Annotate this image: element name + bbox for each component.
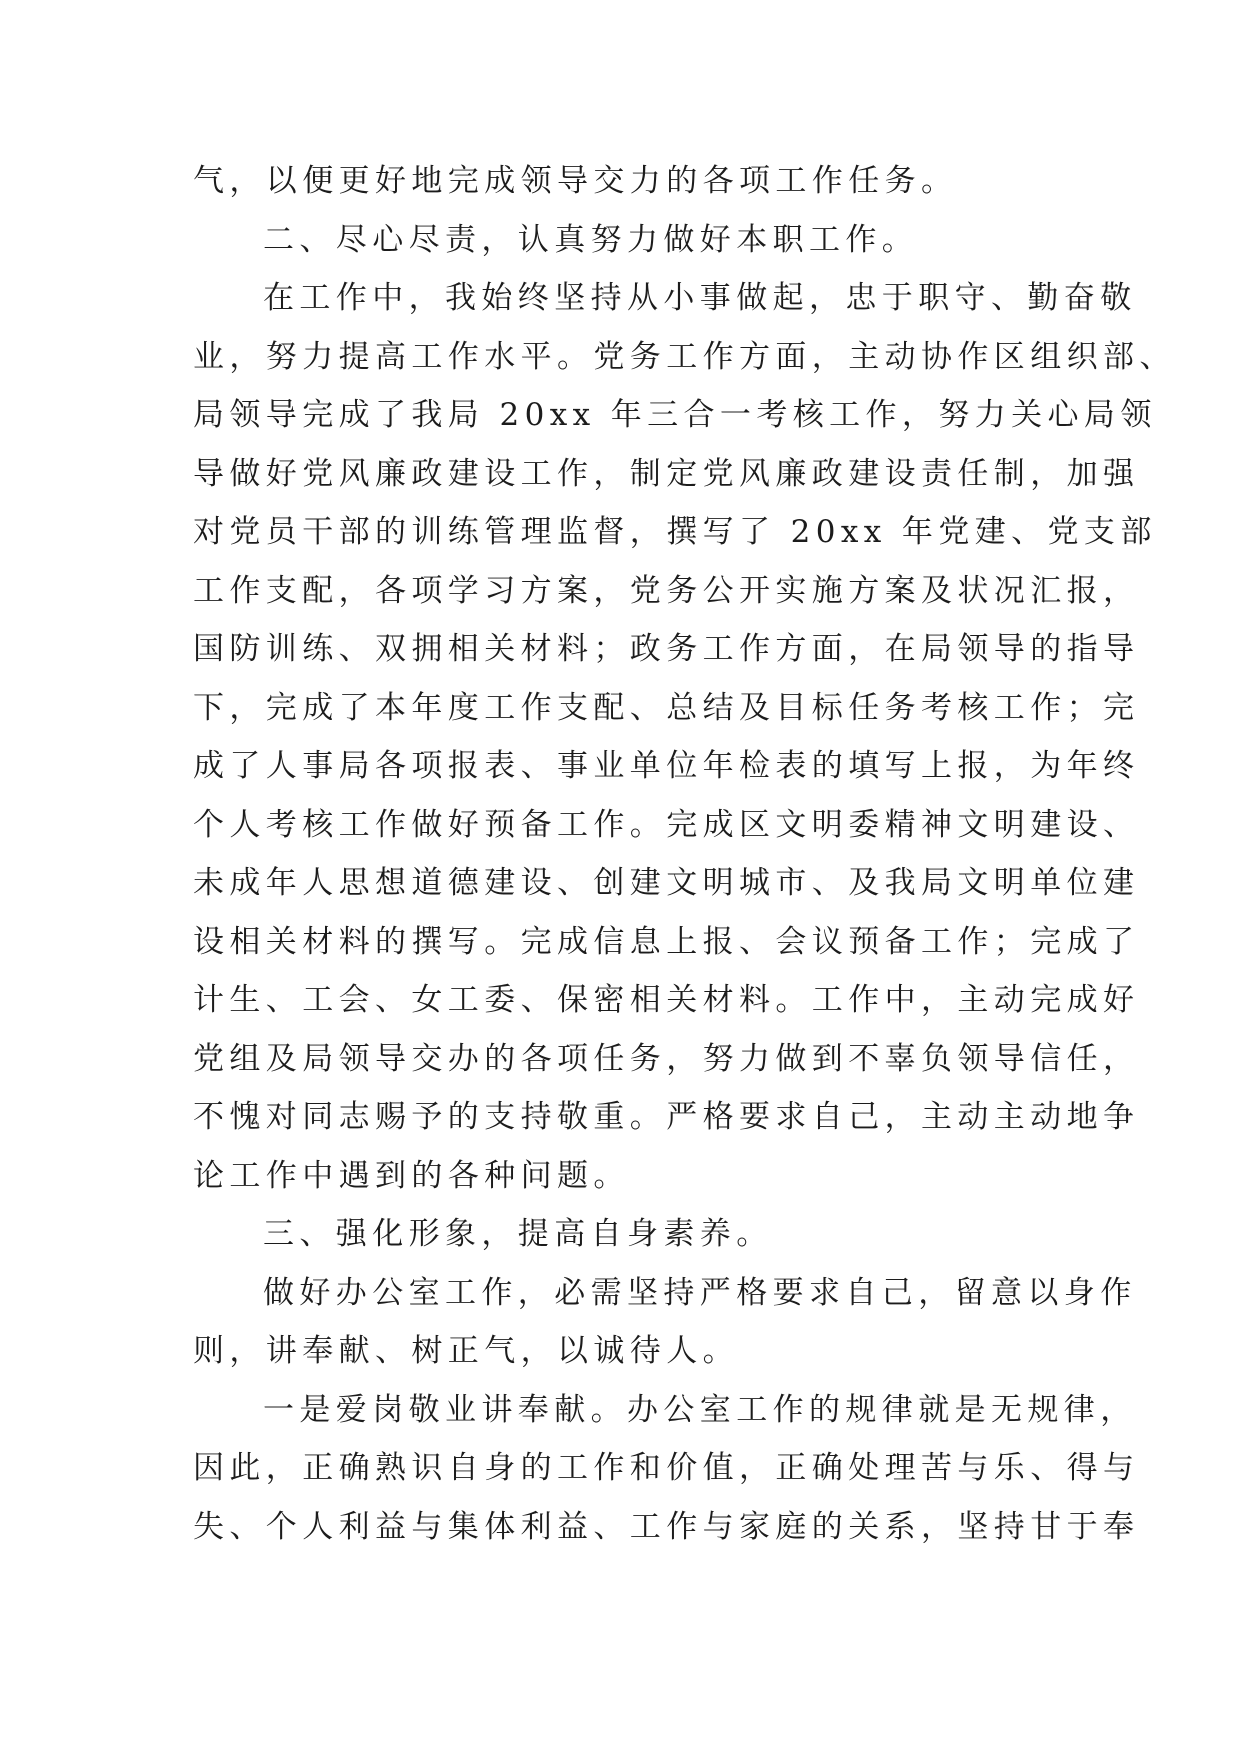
- text-line: 一是爱岗敬业讲奉献。办公室工作的规律就是无规律，: [263, 1391, 1137, 1428]
- text-line: 导做好党风廉政建设工作，制定党风廉政建设责任制，加强: [193, 455, 1140, 492]
- text-line: 业，努力提高工作水平。党务工作方面，主动协作区组织部、: [193, 338, 1176, 375]
- text-line: 成了人事局各项报表、事业单位年检表的填写上报，为年终: [193, 748, 1140, 784]
- text-line: 局领导完成了我局 20xx 年三合一考核工作，努力关心局领: [193, 397, 1157, 433]
- text-line: 论工作中遇到的各种问题。: [193, 1157, 630, 1194]
- text-line: 设相关材料的撰写。完成信息上报、会议预备工作；完成了: [193, 923, 1140, 960]
- text-line: 未成年人思想道德建设、创建文明城市、及我局文明单位建: [193, 865, 1140, 901]
- section-heading-2: 二、尽心尽责，认真努力做好本职工作。: [263, 221, 919, 258]
- text-line: 则，讲奉献、树正气，以诚待人。: [193, 1333, 739, 1369]
- document-body: [193, 152, 1176, 1556]
- text-line: 不愧对同志赐予的支持敬重。严格要求自己，主动主动地争: [193, 1099, 1140, 1135]
- text-line: 气，以便更好地完成领导交力的各项工作任务。: [193, 163, 958, 199]
- text-line: 工作支配，各项学习方案，党务公开实施方案及状况汇报，: [193, 572, 1140, 609]
- text-line: 下，完成了本年度工作支配、总结及目标任务考核工作；完: [193, 689, 1140, 726]
- text-line: 国防训练、双拥相关材料；政务工作方面，在局领导的指导: [193, 631, 1140, 667]
- text-line: 在工作中，我始终坚持从小事做起，忠于职守、勤奋敬: [263, 280, 1137, 316]
- text-line: 党组及局领导交办的各项任务，努力做到不辜负领导信任，: [193, 1040, 1140, 1077]
- text-line: 个人考核工作做好预备工作。完成区文明委精神文明建设、: [193, 806, 1140, 843]
- text-line: 因此，正确熟识自身的工作和价值，正确处理苦与乐、得与: [193, 1450, 1140, 1486]
- text-line: 对党员干部的训练管理监督，撰写了 20xx 年党建、党支部: [193, 514, 1157, 550]
- text-line: 失、个人利益与集体利益、工作与家庭的关系，坚持甘于奉: [193, 1508, 1140, 1545]
- section-heading-3: 三、强化形象，提高自身素养。: [263, 1216, 773, 1252]
- text-line: 做好办公室工作，必需坚持严格要求自己，留意以身作: [263, 1274, 1137, 1311]
- text-line: 计生、工会、女工委、保密相关材料。工作中，主动完成好: [193, 982, 1140, 1018]
